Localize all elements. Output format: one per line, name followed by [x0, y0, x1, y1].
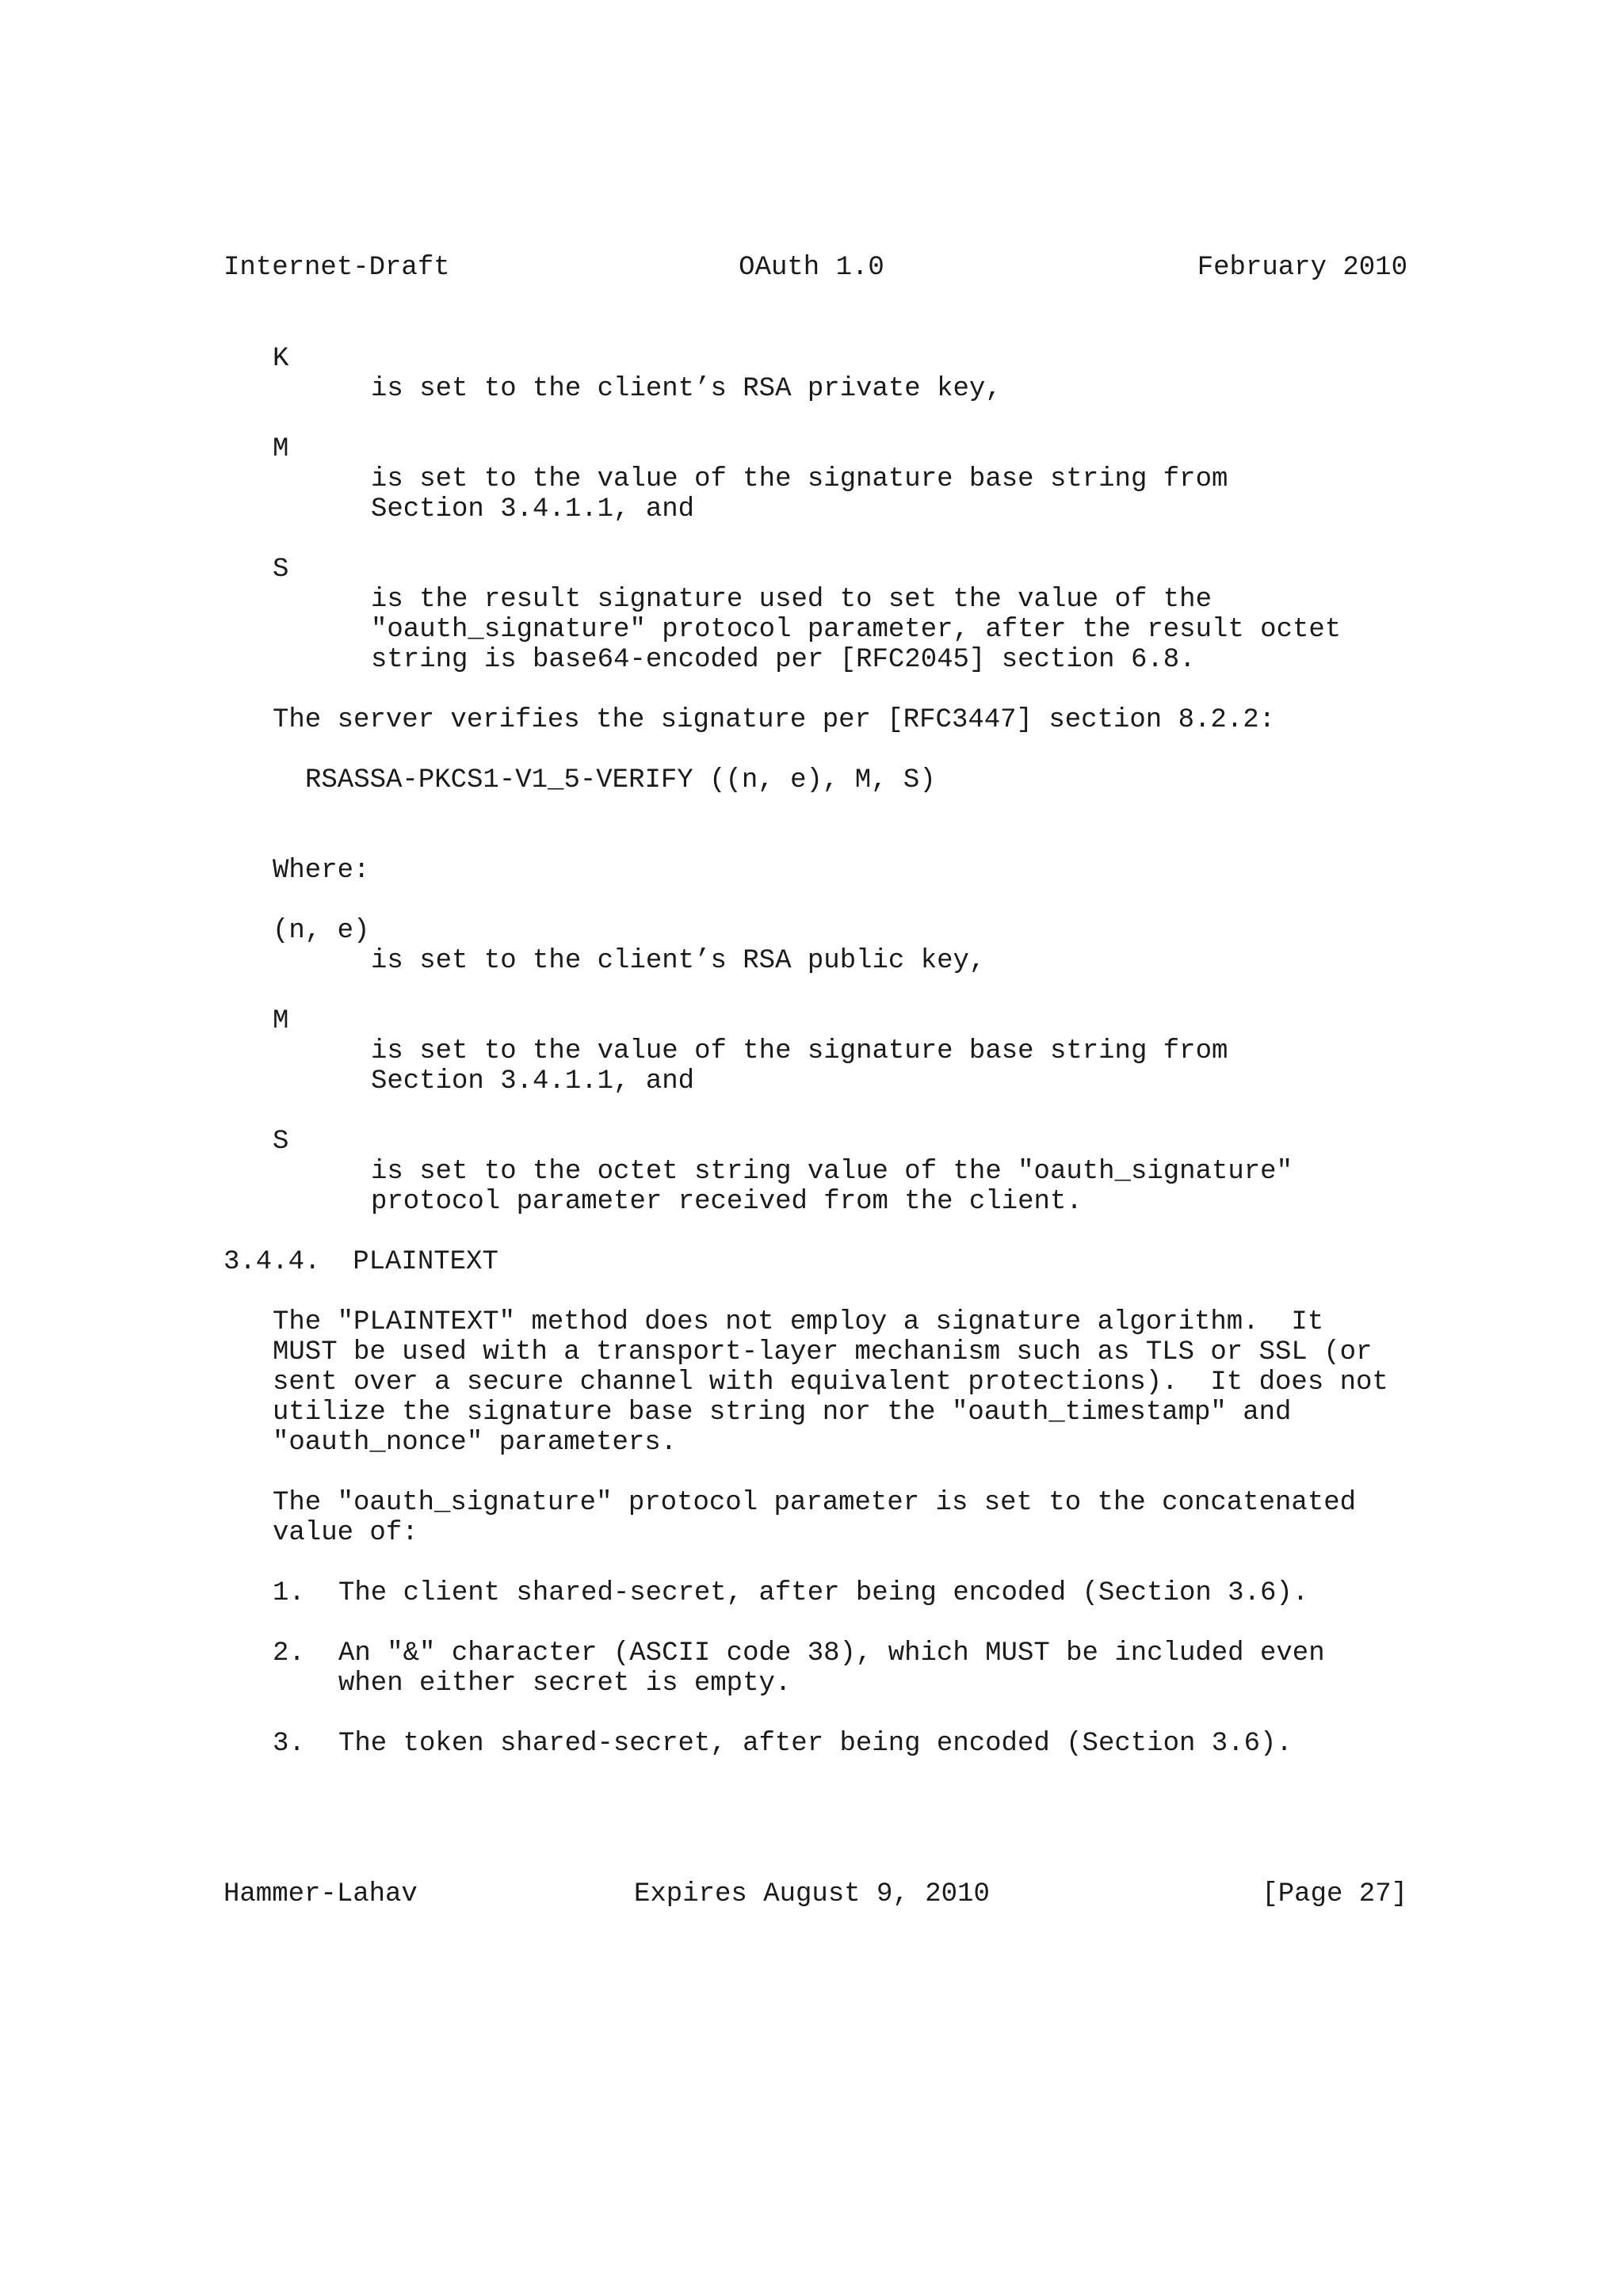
def-text: "oauth_signature" protocol parameter, after the result octet [371, 615, 1342, 645]
def-text: Section 3.4.1.1, and [371, 494, 695, 524]
def-text: Section 3.4.1.1, and [371, 1066, 695, 1097]
paragraph-line: MUST be used with a transport-layer mechanism such as TLS or SSL (or [273, 1337, 1373, 1367]
verify-code: RSASSA-PKCS1-V1_5-VERIFY ((n, e), M, S) [305, 765, 936, 795]
paragraph-line: value of: [273, 1518, 418, 1548]
def-text: is set to the client’s RSA public key, [371, 946, 986, 976]
def-term-m: M [273, 434, 289, 464]
def-term-ne: (n, e) [273, 916, 370, 946]
def-term-s: S [273, 1127, 289, 1157]
header-right: February 2010 [1197, 253, 1407, 283]
paragraph-line: The "oauth_signature" protocol parameter is set to the concatenated [273, 1488, 1357, 1518]
where-label: Where: [273, 856, 370, 886]
list-number: 2. [273, 1638, 305, 1669]
list-item: The token shared-secret, after being encoded (Section 3.6). [338, 1729, 1293, 1759]
header-center: OAuth 1.0 [739, 253, 884, 283]
footer-left: Hammer-Lahav [223, 1879, 418, 1909]
footer-center: Expires August 9, 2010 [634, 1879, 990, 1909]
def-term-m: M [273, 1006, 289, 1036]
def-text: is set to the value of the signature base string from [371, 1036, 1228, 1066]
def-text: string is base64-encoded per [RFC2045] section 6.8. [371, 645, 1196, 675]
verify-intro: The server verifies the signature per [RFC3447] section 8.2.2: [273, 705, 1276, 735]
list-item: An "&" character (ASCII code 38), which MUST be included even [338, 1638, 1325, 1669]
def-text: is set to the octet string value of the "oauth_signature" [371, 1157, 1293, 1187]
header-left: Internet-Draft [223, 253, 450, 283]
list-number: 1. [273, 1578, 305, 1608]
section-heading: 3.4.4. PLAINTEXT [223, 1247, 498, 1277]
paragraph-line: "oauth_nonce" parameters. [273, 1428, 678, 1458]
def-text: is set to the value of the signature base string from [371, 464, 1228, 494]
def-term-k: K [273, 344, 289, 374]
paragraph-line: utilize the signature base string nor the "oauth_timestamp" and [273, 1398, 1292, 1428]
footer-right: [Page 27] [1262, 1879, 1407, 1909]
list-item: The client shared-secret, after being encoded (Section 3.6). [338, 1578, 1309, 1608]
paragraph-line: sent over a secure channel with equivalent protections). It does not [273, 1367, 1388, 1398]
paragraph-line: The "PLAINTEXT" method does not employ a signature algorithm. It [273, 1307, 1324, 1337]
def-text: is the result signature used to set the value of the [371, 585, 1212, 615]
list-item: when either secret is empty. [338, 1669, 792, 1699]
def-text: protocol parameter received from the client. [371, 1187, 1083, 1217]
def-term-s: S [273, 555, 289, 585]
def-text: is set to the client’s RSA private key, [371, 374, 1002, 404]
list-number: 3. [273, 1729, 305, 1759]
